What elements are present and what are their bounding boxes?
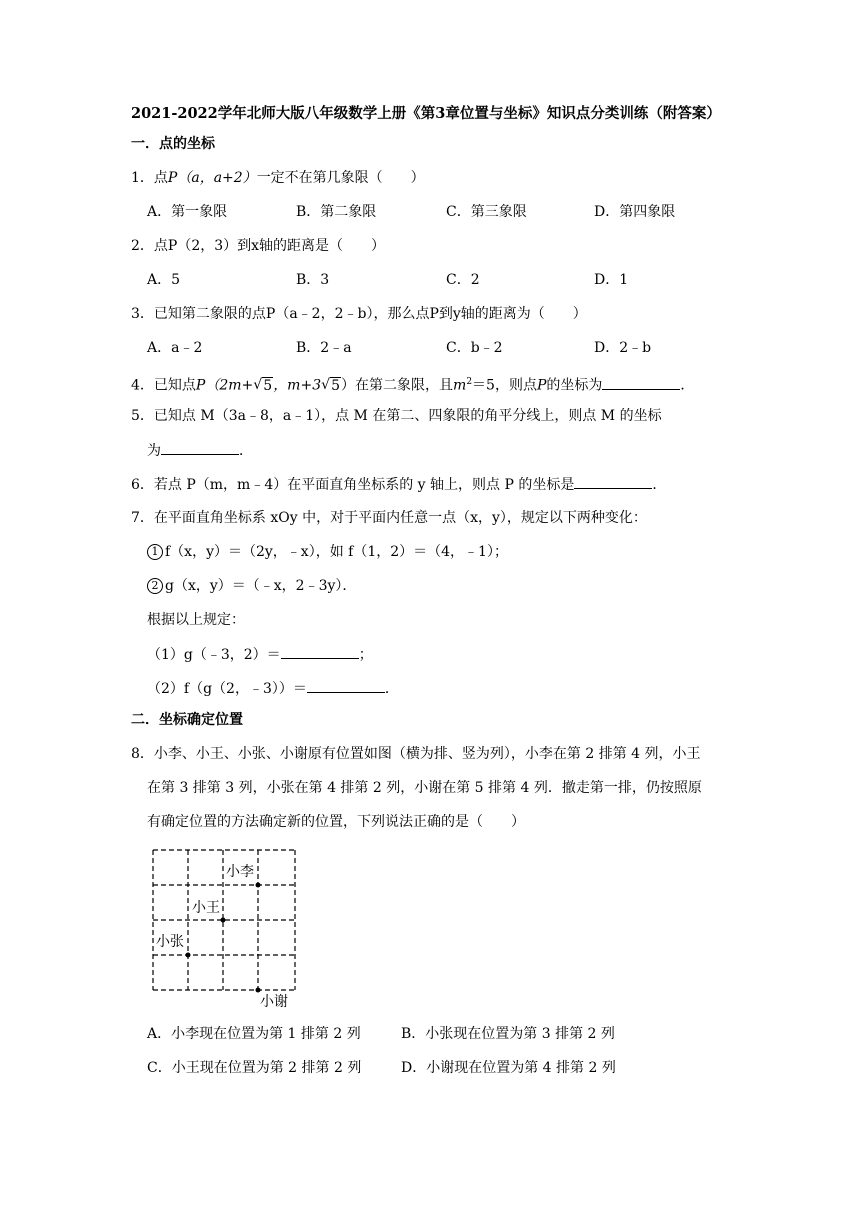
q4-part: 4．已知点 [131,377,196,394]
seating-grid-figure [150,845,310,1010]
q4-part: ）在第二象限，且 [341,377,454,394]
sqrt-symbol [321,376,341,396]
circled-number-1: 1 [147,544,163,560]
q8-option-c[interactable]: C．小王现在位置为第 2 排第 2 列 [147,1060,362,1076]
q2-option-c[interactable]: C．2 [446,272,480,288]
q1-option-a[interactable]: A．第一象限 [147,204,228,220]
q8-option-d[interactable]: D．小谢现在位置为第 4 排第 2 列 [401,1060,616,1076]
q5-end: ． [239,443,253,459]
question-5-line-1: 5．已知点 M（3a﹣8，a﹣1），点 M 在第二、四象限的角平分线上，则点 M 的坐标 [131,408,662,424]
question-8-line-1: 8．小李、小王、小张、小谢原有位置如图（横为排、竖为列），小李在第 2 排第 4 列，小王 [131,746,701,762]
q6-end: ． [652,477,667,493]
q2-option-d[interactable]: D．1 [594,272,629,288]
q7-sub-2-text: （2）f（g（2，﹣3））＝ [147,681,307,697]
question-1-stem [131,168,425,188]
q7-sub-2 [147,678,399,699]
q1-stem-var: P（a，a+2） [167,170,257,186]
circled-number-2: 2 [147,578,163,594]
q1-stem-pre: 1．点 [131,170,168,186]
q2-option-a[interactable]: A．5 [147,272,181,288]
q7-sub-1 [147,644,373,665]
q5-line-2-text: 为 [147,443,161,459]
q7-sub-1-end: ； [358,647,373,663]
q3-option-d[interactable]: D．2﹣b [594,340,652,356]
answer-blank[interactable] [161,440,239,455]
q4-part: 的坐标为 [546,377,603,394]
question-7-stem: 7．在平面直角坐标系 xOy 中，对于平面内任意一点（x，y），规定以下两种变化： [131,510,647,526]
q4-var-p: P（2m+ [195,377,254,394]
q1-stem-post: 一定不在第几象限（ ） [256,170,425,186]
q4-part: ＝5，则点 [472,377,537,394]
q7-sub-2-end: ． [384,681,399,697]
question-3-stem: 3．已知第二象限的点P（a﹣2，2﹣b），那么点P到y轴的距离为（ ） [131,306,587,322]
q4-end: ． [680,377,695,394]
q1-option-c[interactable]: C．第三象限 [446,204,527,220]
question-8-line-2: 在第 3 排第 3 列，小张在第 4 排第 2 列，小谢在第 5 排第 4 列．撤走第一排，仍按照原 [147,780,702,796]
q4-m: m [453,377,467,394]
answer-blank[interactable] [602,375,680,390]
label-xiaoxie: 小谢 [260,994,288,1010]
q4-root-2: 5 [331,377,341,394]
point-xiaowang [221,918,226,923]
q4-var-m: ，m+3 [273,377,322,394]
q7-rule-2 [147,576,356,596]
label-xiaowang: 小王 [192,900,220,916]
q4-p: P [536,377,547,394]
answer-blank[interactable] [574,474,652,489]
q3-option-b[interactable]: B．2﹣a [296,340,352,356]
point-xiaoxie [256,988,261,993]
question-8-line-3: 有确定位置的方法确定新的位置，下列说法正确的是（ ） [147,814,525,830]
q3-option-a[interactable]: A．a﹣2 [147,340,203,356]
section-heading-1: 一．点的坐标 [131,136,215,152]
section-heading-2: 二．坐标确定位置 [131,712,243,728]
question-5-line-2 [147,440,253,461]
q2-option-b[interactable]: B．3 [296,272,330,288]
label-xiaozhang: 小张 [156,934,184,950]
point-xiaoli [256,883,261,888]
q3-option-c[interactable]: C．b﹣2 [446,340,503,356]
q7-rule-1 [147,542,508,562]
q7-note: 根据以上规定： [147,612,245,628]
q7-sub-1-text: （1）g（﹣3，2）＝ [147,647,281,663]
q7-rule-2-text: g（x，y）＝（﹣x，2﹣3y）． [165,578,357,594]
label-xiaoli: 小李 [226,864,254,880]
answer-blank[interactable] [307,678,385,693]
question-4-stem [131,372,694,396]
question-6-stem [131,474,666,495]
q8-option-a[interactable]: A．小李现在位置为第 1 排第 2 列 [147,1026,361,1042]
q4-root-1: 5 [263,377,273,394]
q1-option-d[interactable]: D．第四象限 [594,204,676,220]
document-title: 2021-2022学年北师大版八年级数学上册《第3章位置与坐标》知识点分类训练（附答案） [131,105,721,122]
q4-exponent: 2 [466,377,473,387]
q7-rule-1-text: f（x，y）＝（2y，﹣x），如 f（1，2）＝（4，﹣1）； [165,544,508,560]
sqrt-symbol [253,376,273,396]
answer-blank[interactable] [281,644,359,659]
point-xiaozhang [186,953,191,958]
q6-stem-text: 6．若点 P（m，m﹣4）在平面直角坐标系的 y 轴上，则点 P 的坐标是 [131,477,575,493]
seating-grid-svg [150,845,310,1010]
q8-option-b[interactable]: B．小张现在位置为第 3 排第 2 列 [401,1026,615,1042]
q1-option-b[interactable]: B．第二象限 [296,204,377,220]
question-2-stem: 2．点P（2，3）到x轴的距离是（ ） [131,238,386,254]
